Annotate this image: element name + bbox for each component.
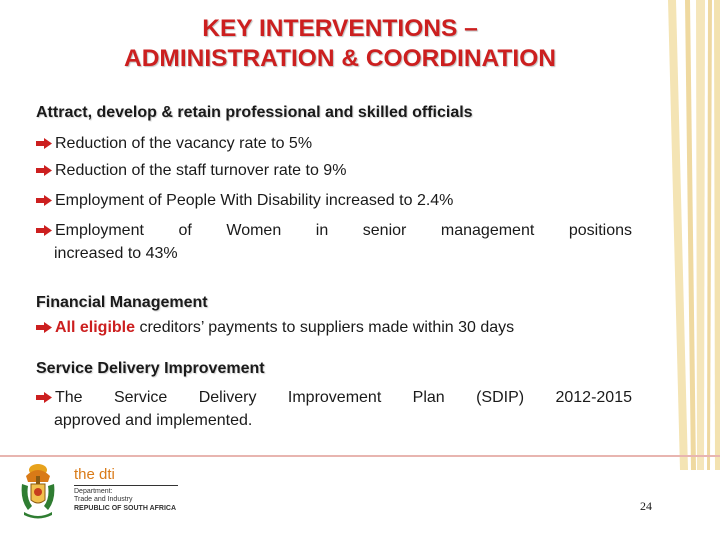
dti-logo [18, 462, 198, 522]
bullet-sdip: The Service Delivery Improvement Plan (SDIP) 2012-2015 approved and implemented. [36, 386, 632, 432]
page-number: 24 [640, 499, 652, 513]
decorative-stripes [630, 0, 720, 470]
red-arrow-icon [36, 138, 52, 149]
section-heading-attract: Attract, develop & retain professional and skilled officials [36, 104, 473, 121]
bullet-creditors-payments: All eligible creditors’ payments to suppliers made within 30 days [36, 316, 632, 339]
logo-brand: the dti [74, 466, 115, 483]
section-heading-service-delivery: Service Delivery Improvement [36, 360, 265, 377]
red-arrow-icon [36, 165, 52, 176]
logo-divider [74, 485, 178, 486]
bullet-staff-turnover: Reduction of the staff turnover rate to 9% [36, 159, 632, 182]
title-line-1: KEY INTERVENTIONS – [202, 15, 478, 42]
red-arrow-icon [36, 392, 52, 403]
red-arrow-icon [36, 225, 52, 236]
red-arrow-icon [36, 195, 52, 206]
bullet-women-employment: Employment of Women in senior management positions increased to 43% [36, 219, 632, 265]
bullet-vacancy-rate: Reduction of the vacancy rate to 5% [36, 132, 632, 155]
section-heading-financial: Financial Management [36, 294, 208, 311]
coat-of-arms-icon [18, 462, 58, 520]
slide-title [40, 14, 640, 74]
bullet-disability-employment: Employment of People With Disability increased to 2.4% [36, 189, 632, 212]
logo-department: Department: [74, 488, 113, 495]
logo-republic: REPUBLIC OF SOUTH AFRICA [74, 505, 177, 512]
red-arrow-icon [36, 322, 52, 333]
highlight-all-eligible: All eligible [55, 319, 136, 336]
title-line-2: ADMINISTRATION & COORDINATION [124, 45, 556, 72]
footer-divider [0, 455, 720, 457]
logo-trade-industry: Trade and Industry [74, 496, 133, 503]
